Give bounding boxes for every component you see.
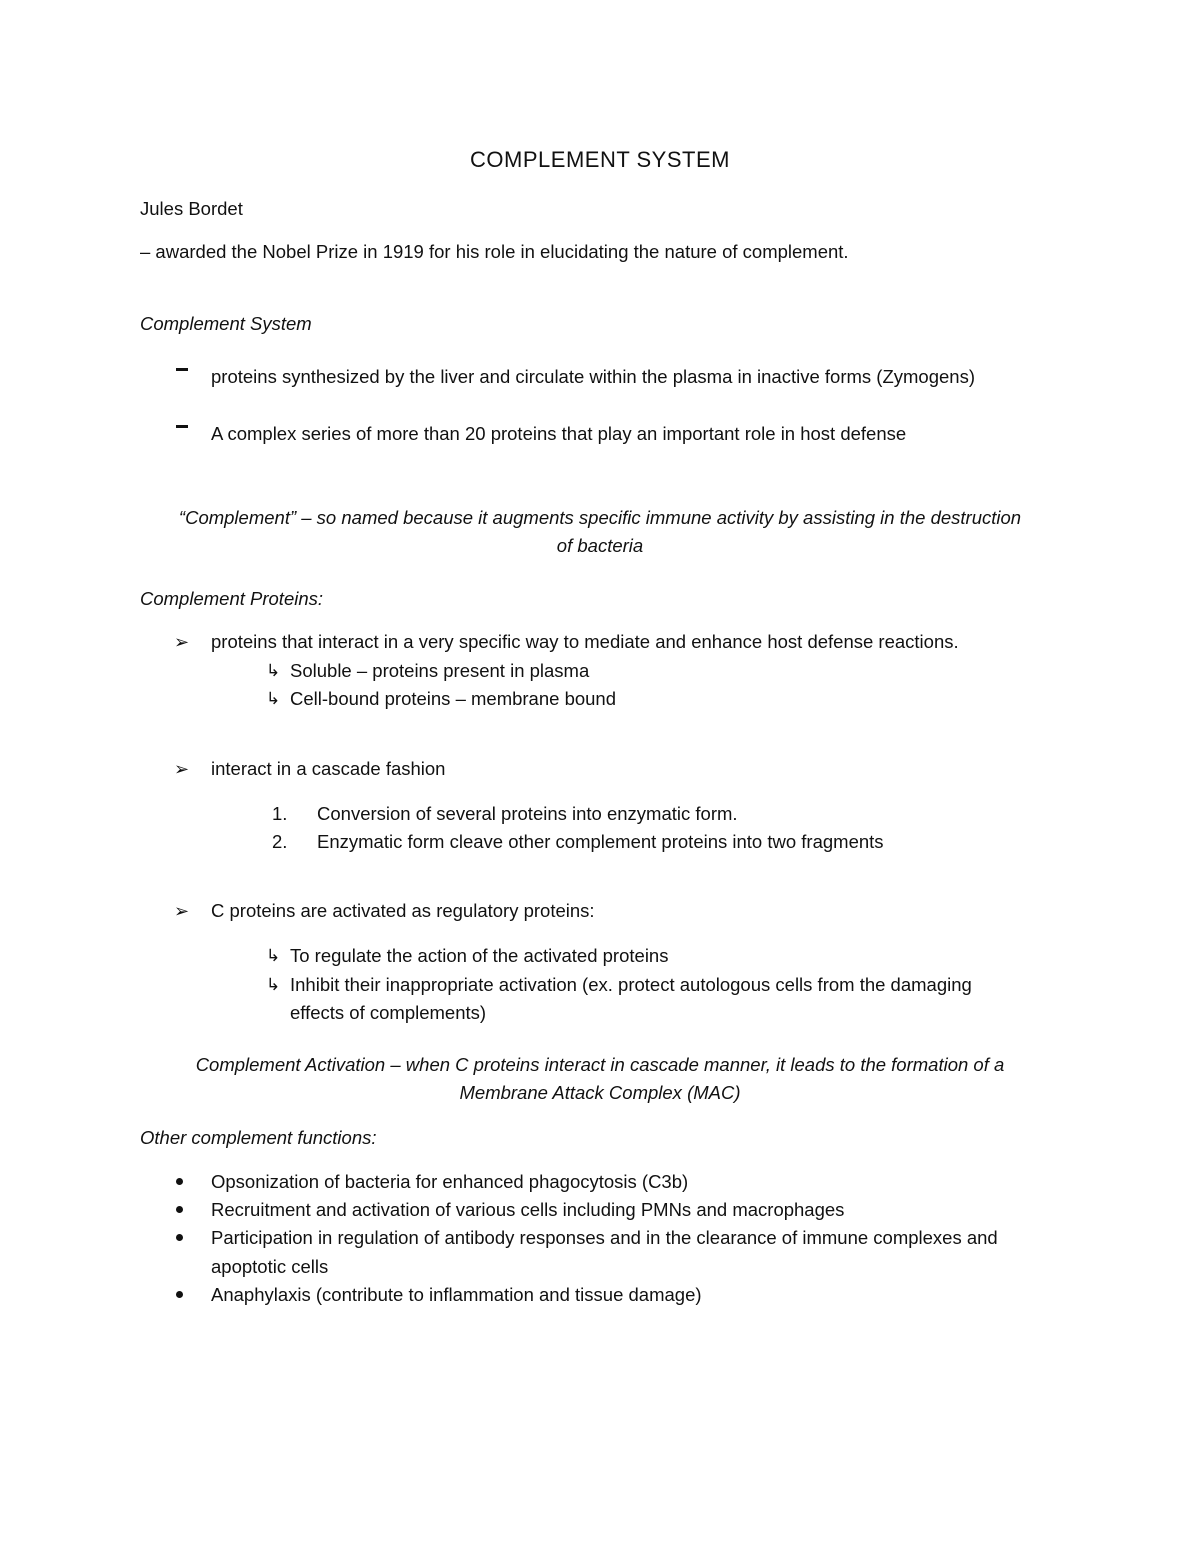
dash-bullet-icon: [176, 368, 188, 371]
arrow-bullet-icon: ➢: [174, 632, 190, 652]
page-title: COMPLEMENT SYSTEM: [470, 147, 730, 172]
function-item: Anaphylaxis (contribute to inflammation and tissue damage): [211, 1284, 702, 1305]
scientist-description: – awarded the Nobel Prize in 1919 for his role in elucidating the nature of complement.: [140, 241, 849, 262]
function-item: Recruitment and activation of various cells including PMNs and macrophages: [211, 1199, 845, 1220]
arrow-bullet-icon: ➢: [174, 759, 190, 779]
bullet-dot-icon: [176, 1291, 183, 1298]
hook-arrow-icon: ↳: [266, 975, 281, 994]
bullet-dot-icon: [176, 1234, 183, 1241]
protein-subpoint-continued: effects of complements): [290, 1002, 487, 1023]
other-functions-heading: Other complement functions:: [140, 1127, 377, 1148]
bullet-dot-icon: [176, 1178, 183, 1185]
protein-point: interact in a cascade fashion: [211, 758, 446, 779]
protein-point: C proteins are activated as regulatory proteins:: [211, 900, 595, 921]
hook-arrow-icon: ↳: [266, 946, 281, 965]
protein-point: proteins that interact in a very specific way to mediate and enhance host defense reactions.: [211, 631, 959, 652]
step-number: 2.: [272, 831, 288, 852]
scientist-name: Jules Bordet: [140, 198, 243, 219]
function-item: Opsonization of bacteria for enhanced phagocytosis (C3b): [211, 1171, 689, 1192]
hook-arrow-icon: ↳: [266, 689, 281, 708]
complement-quote-line: “Complement” – so named because it augments specific immune activity by assisting in the destruction: [178, 507, 1022, 528]
system-item: proteins synthesized by the liver and circulate within the plasma in inactive forms (Zymogens): [211, 366, 975, 387]
protein-subpoint: To regulate the action of the activated proteins: [290, 945, 669, 966]
protein-subpoint: Soluble – proteins present in plasma: [290, 660, 590, 681]
protein-subpoint: Inhibit their inappropriate activation (ex. protect autologous cells from the damaging: [290, 974, 972, 995]
function-item-continued: apoptotic cells: [211, 1256, 329, 1277]
step-number: 1.: [272, 803, 288, 824]
system-item: A complex series of more than 20 proteins that play an important role in host defense: [211, 423, 907, 444]
dash-bullet-icon: [176, 425, 188, 428]
activation-line: Membrane Attack Complex (MAC): [459, 1082, 741, 1103]
step-text: Enzymatic form cleave other complement proteins into two fragments: [317, 831, 884, 852]
complement-proteins-heading: Complement Proteins:: [140, 588, 324, 609]
complement-quote-line: of bacteria: [556, 535, 644, 556]
activation-line: Complement Activation – when C proteins interact in cascade manner, it leads to the formation of a: [195, 1054, 1005, 1075]
hook-arrow-icon: ↳: [266, 661, 281, 680]
function-item: Participation in regulation of antibody responses and in the clearance of immune complexes and: [211, 1227, 998, 1248]
complement-system-heading: Complement System: [140, 313, 312, 334]
protein-subpoint: Cell-bound proteins – membrane bound: [290, 688, 617, 709]
bullet-dot-icon: [176, 1206, 183, 1213]
arrow-bullet-icon: ➢: [174, 901, 190, 921]
step-text: Conversion of several proteins into enzymatic form.: [317, 803, 738, 824]
